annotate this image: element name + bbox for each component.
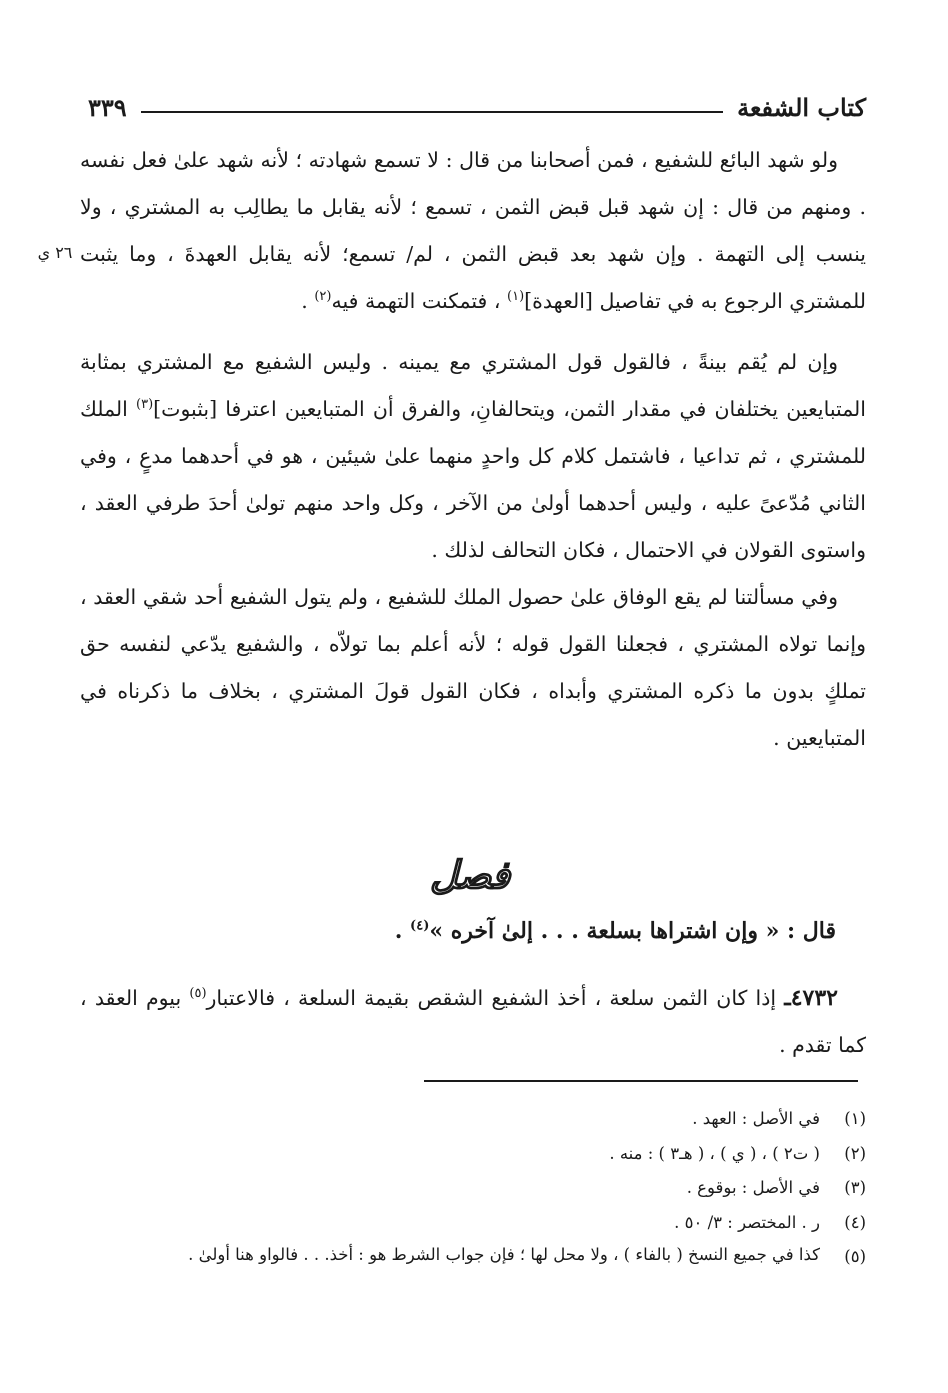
footnote-ref-3[interactable]: (٣) xyxy=(136,397,154,413)
section-4732-paragraph xyxy=(80,975,866,1069)
section-text-end: بيوم العقد ، كما تقدم . xyxy=(80,986,866,1057)
section-4732 xyxy=(80,975,866,1069)
running-header xyxy=(88,82,866,122)
quoted-text: قال : « وإن اشتراها بسلعة . . . إلىٰ آخره » xyxy=(429,918,836,944)
paragraph-1-text-end: . xyxy=(301,289,315,313)
margin-manuscript-note: ٢٦ ي xyxy=(37,243,73,262)
paragraph-2-text: وإن لم يُقم بينةً ، فالقول قول المشتري مع يمينه . وليس الشفيع مع المشتري بمثابة المتبايعين يختلفان في مقدار الثمن، ويتحالفانِ، والفرق أن المتبايعين اعترفا [بثبوت] xyxy=(80,350,866,421)
footnote-ref-2[interactable]: (٢) xyxy=(314,289,332,305)
main-text xyxy=(80,137,866,762)
fasl-section-heading xyxy=(410,846,530,902)
footnote-3 xyxy=(80,1171,866,1206)
footnote-2 xyxy=(80,1137,866,1172)
section-number: ٤٧٣٢ـ xyxy=(784,985,838,1011)
paragraph-1-text: ولو شهد البائع للشفيع ، فمن أصحابنا من قال : لا تسمع شهادته ؛ لأنه شهد علىٰ فعل نفسه . ومنهم من قال : إن شهد قبل قبض الثمن ، تسمع ؛ لأنه يقابل ما يطالِب به المشتري ، ولا ينسب إلى التهمة . وإن شهد بعد قبض الثمن ، لم/ تسمع؛ لأنه يقابل العهدةَ ، وما يثبت للمشتري الرجوع به في تفاصيل [العهدة] xyxy=(80,148,866,313)
footnote-text: كذا في جميع النسخ ( بالفاء ) ، ولا محل لها ؛ فإن جواب الشرط هو : أخذ. . . فالواو هنا أولىٰ . xyxy=(188,1245,820,1264)
footnote-1 xyxy=(80,1102,866,1137)
fasl-heading-text: فصل xyxy=(430,851,510,897)
header-rule xyxy=(141,111,723,113)
paragraph-2 xyxy=(80,339,866,574)
quoted-text-line xyxy=(80,908,866,954)
paragraph-1 xyxy=(80,137,866,325)
footnote-number: (١) xyxy=(844,1109,866,1128)
footnote-text: في الأصل : بوقوع . xyxy=(686,1178,820,1197)
footnote-number: (٤) xyxy=(844,1212,866,1232)
footnote-text: ر . المختصر : ٣/ ٥٠ . xyxy=(674,1212,820,1232)
footnote-number: (٥) xyxy=(844,1247,866,1266)
footnotes xyxy=(80,1102,866,1275)
footnote-number: (٣) xyxy=(844,1178,866,1197)
footnote-ref-5[interactable]: (٥) xyxy=(189,986,207,1002)
footnote-number: (٢) xyxy=(844,1143,866,1163)
footnote-ref-4[interactable]: (٤) xyxy=(410,918,430,934)
book-title: كتاب الشفعة xyxy=(737,93,866,122)
footnote-4 xyxy=(80,1206,866,1241)
footnote-5 xyxy=(80,1240,866,1275)
paragraph-1-text-cont: ، فتمكنت التهمة فيه xyxy=(331,289,508,313)
footnote-separator xyxy=(424,1080,858,1082)
paragraph-2-text-cont: الملك للمشتري ، ثم تداعيا ، فاشتمل كلام كل واحدٍ منهما علىٰ شيئين ، هو في أحدهما مدعٍ ، وفي الثاني مُدّعىً عليه ، وليس أحدهما أولىٰ من الآخر ، وكل واحد منهم تولىٰ أحدَ طرفي العقد ، واستوى القولان في الاحتمال ، فكان التحالف لذلك . xyxy=(80,397,866,562)
page-number: ٣٣٩ xyxy=(88,93,127,122)
footnote-text: ( ت٢ ) ، ( ي ) ، ( هـ٣ ) : منه . xyxy=(609,1143,820,1163)
section-text: إذا كان الثمن سلعة ، أخذ الشفيع الشقص بقيمة السلعة ، فالاعتبار xyxy=(206,986,785,1010)
quoted-text-end: . xyxy=(394,918,411,944)
footnote-text: في الأصل : العهد . xyxy=(692,1109,820,1128)
paragraph-3 xyxy=(80,574,866,762)
paragraph-3-text: وفي مسألتنا لم يقع الوفاق علىٰ حصول الملك للشفيع ، ولم يتول الشفيع أحد شقي العقد ، وإنما تولاه المشتري ، فجعلنا القول قوله ؛ لأنه أعلم بما تولاّه ، والشفيع يدّعي لنفسه حق تملكٍ بدون ما ذكره المشتري وأبداه ، فكان القول قولَ المشتري ، بخلاف ما ذكرناه في المتبايعين . xyxy=(80,585,866,750)
footnote-ref-1[interactable]: (١) xyxy=(507,289,525,305)
